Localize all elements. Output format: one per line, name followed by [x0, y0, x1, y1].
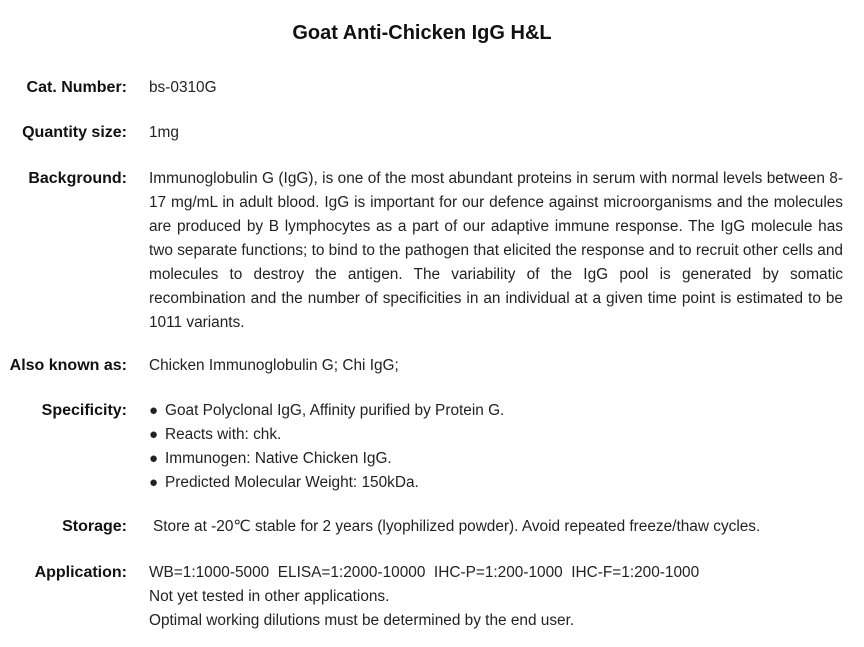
bullet-icon: ● — [149, 426, 159, 443]
quantity-value: 1mg — [149, 124, 179, 141]
also-known-label: Also known as: — [9, 357, 127, 374]
bullet-icon: ● — [149, 402, 159, 419]
background-value: Immunoglobulin G (IgG), is one of the most abundant proteins in serum with normal levels between 8-17 mg/mL in adult blood. IgG is important for our defence against microorganisms and the molecules are produced by B lymphocytes as a part of our adaptive immune response. The IgG molecule has two separate functions; to bind to the pathogen that elicited the response and to recruit other cells and molecules to destroy the antigen. The variability of the IgG pool is generated by somatic recombination and the number of specificities in an individual at a given time point is estimated to be 1011 variants. — [149, 170, 843, 331]
cat-number-value: bs-0310G — [149, 79, 217, 96]
specificity-item: Predicted Molecular Weight: 150kDa. — [165, 474, 419, 491]
specificity-list-wrap — [149, 399, 843, 495]
application-value — [149, 561, 843, 633]
specificity-label: Specificity: — [41, 402, 127, 419]
bullet-icon: ● — [149, 450, 159, 467]
application-note: Optimal working dilutions must be determined by the end user. — [149, 612, 575, 629]
application-label: Application: — [34, 564, 127, 581]
quantity-label: Quantity size: — [22, 124, 127, 141]
storage-label: Storage: — [62, 518, 127, 535]
storage-row — [0, 515, 864, 539]
also-known-row — [0, 354, 864, 378]
specificity-list — [149, 399, 843, 495]
application-dilutions: WB=1:1000-5000 ELISA=1:2000-10000 IHC-P=1:200-1000 IHC-F=1:200-1000 — [149, 564, 700, 581]
list-item — [149, 399, 843, 423]
list-item — [149, 423, 843, 447]
cat-number-label: Cat. Number: — [26, 79, 127, 96]
specificity-row — [0, 399, 864, 495]
storage-value: Store at -20℃ stable for 2 years (lyophilized powder). Avoid repeated freeze/thaw cycles. — [153, 518, 761, 535]
list-item — [149, 471, 843, 495]
background-label: Background: — [28, 170, 127, 187]
also-known-value: Chicken Immunoglobulin G; Chi IgG; — [149, 357, 399, 374]
list-item — [149, 447, 843, 471]
bullet-icon: ● — [149, 474, 159, 491]
page-title: Goat Anti-Chicken IgG H&L — [292, 22, 552, 44]
specificity-item: Immunogen: Native Chicken IgG. — [165, 450, 392, 467]
background-row — [0, 167, 864, 335]
specificity-item: Reacts with: chk. — [165, 426, 282, 443]
application-note: Not yet tested in other applications. — [149, 588, 390, 605]
specificity-item: Goat Polyclonal IgG, Affinity purified by Protein G. — [165, 402, 505, 419]
quantity-row — [0, 121, 864, 145]
cat-number-row — [0, 76, 864, 100]
application-row — [0, 561, 864, 633]
